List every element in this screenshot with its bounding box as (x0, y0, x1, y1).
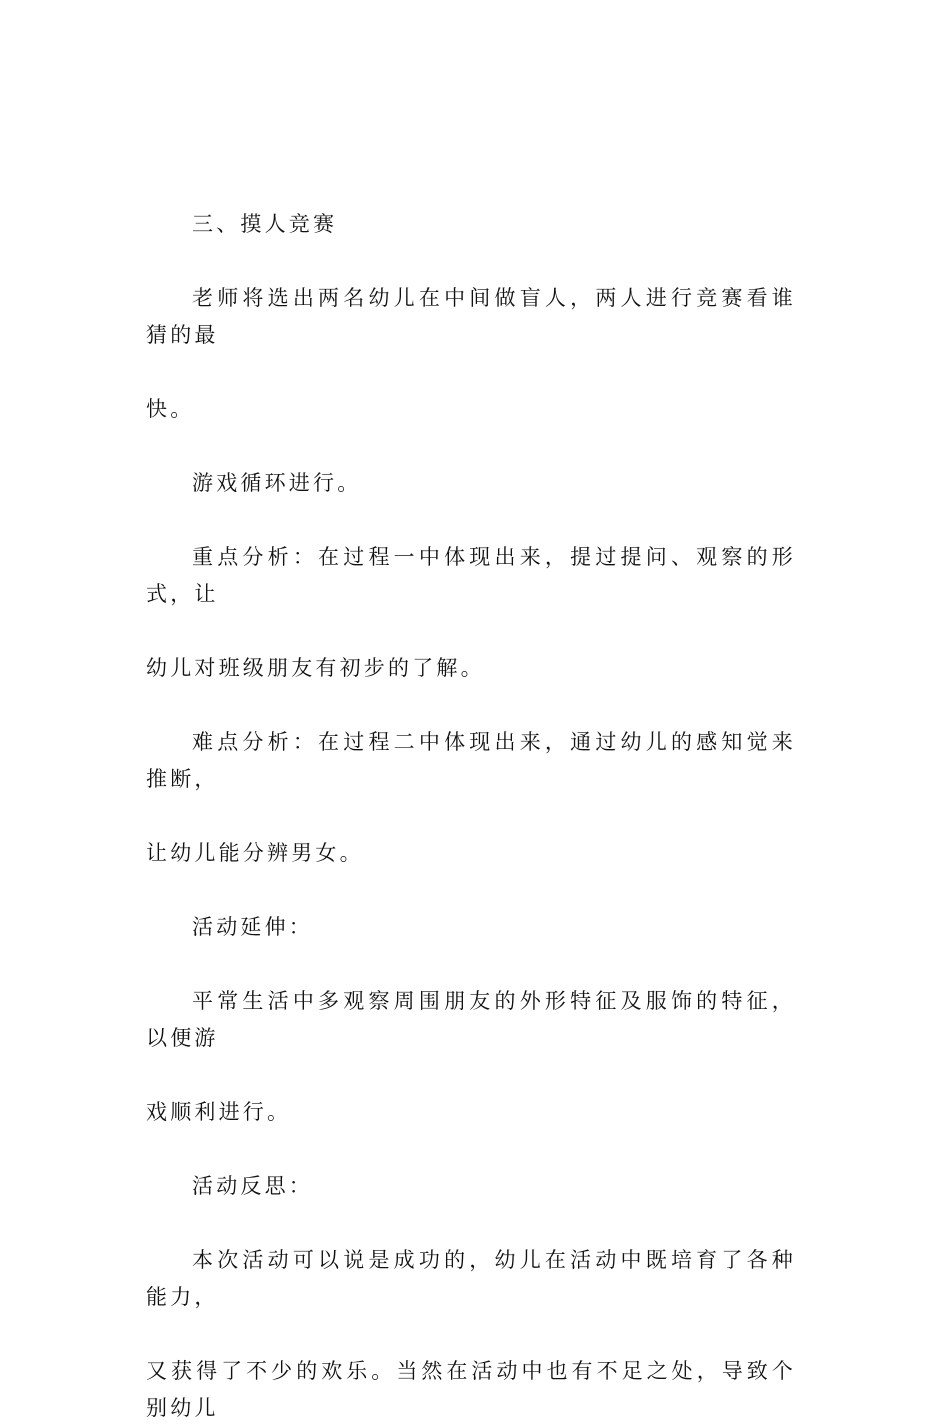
heading-activity-extension (146, 909, 796, 946)
paragraph-contest-rule (146, 280, 796, 428)
paragraph-extension-detail (146, 983, 796, 1131)
heading-activity-reflection (146, 1168, 796, 1205)
text-line: 老师将选出两名幼儿在中间做盲人，两人进行竞赛看谁猜的最 (146, 286, 796, 347)
text-line: 平常生活中多观察周围朋友的外形特征及服饰的特征，以便游 (146, 989, 796, 1050)
text-line: 游戏循环进行。 (192, 471, 362, 495)
text-line: 戏顺利进行。 (146, 1100, 292, 1124)
paragraph-key-analysis (146, 539, 796, 687)
text-line: 重点分析：在过程一中体现出来，提过提问、观察的形式，让 (146, 545, 796, 606)
document-body (146, 206, 796, 1427)
paragraph-difficulty-analysis (146, 724, 796, 872)
paragraph-reflection-detail (146, 1242, 796, 1427)
text-line: 本次活动可以说是成功的，幼儿在活动中既培育了各种能力， (146, 1248, 796, 1309)
text-line: 幼儿对班级朋友有初步的了解。 (146, 656, 485, 680)
text-line: 活动反思： (192, 1174, 313, 1198)
text-line: 活动延伸： (192, 915, 313, 939)
text-line: 又获得了不少的欢乐。当然在活动中也有不足之处，导致个别幼儿 (146, 1359, 796, 1420)
text-line: 让幼儿能分辨男女。 (146, 841, 364, 865)
text-line: 难点分析：在过程二中体现出来，通过幼儿的感知觉来推断， (146, 730, 796, 791)
text-line: 快。 (146, 397, 195, 421)
paragraph-game-loop (146, 465, 796, 502)
section-heading-touch-contest (146, 206, 796, 243)
text-line: 三、摸人竞赛 (192, 212, 338, 236)
